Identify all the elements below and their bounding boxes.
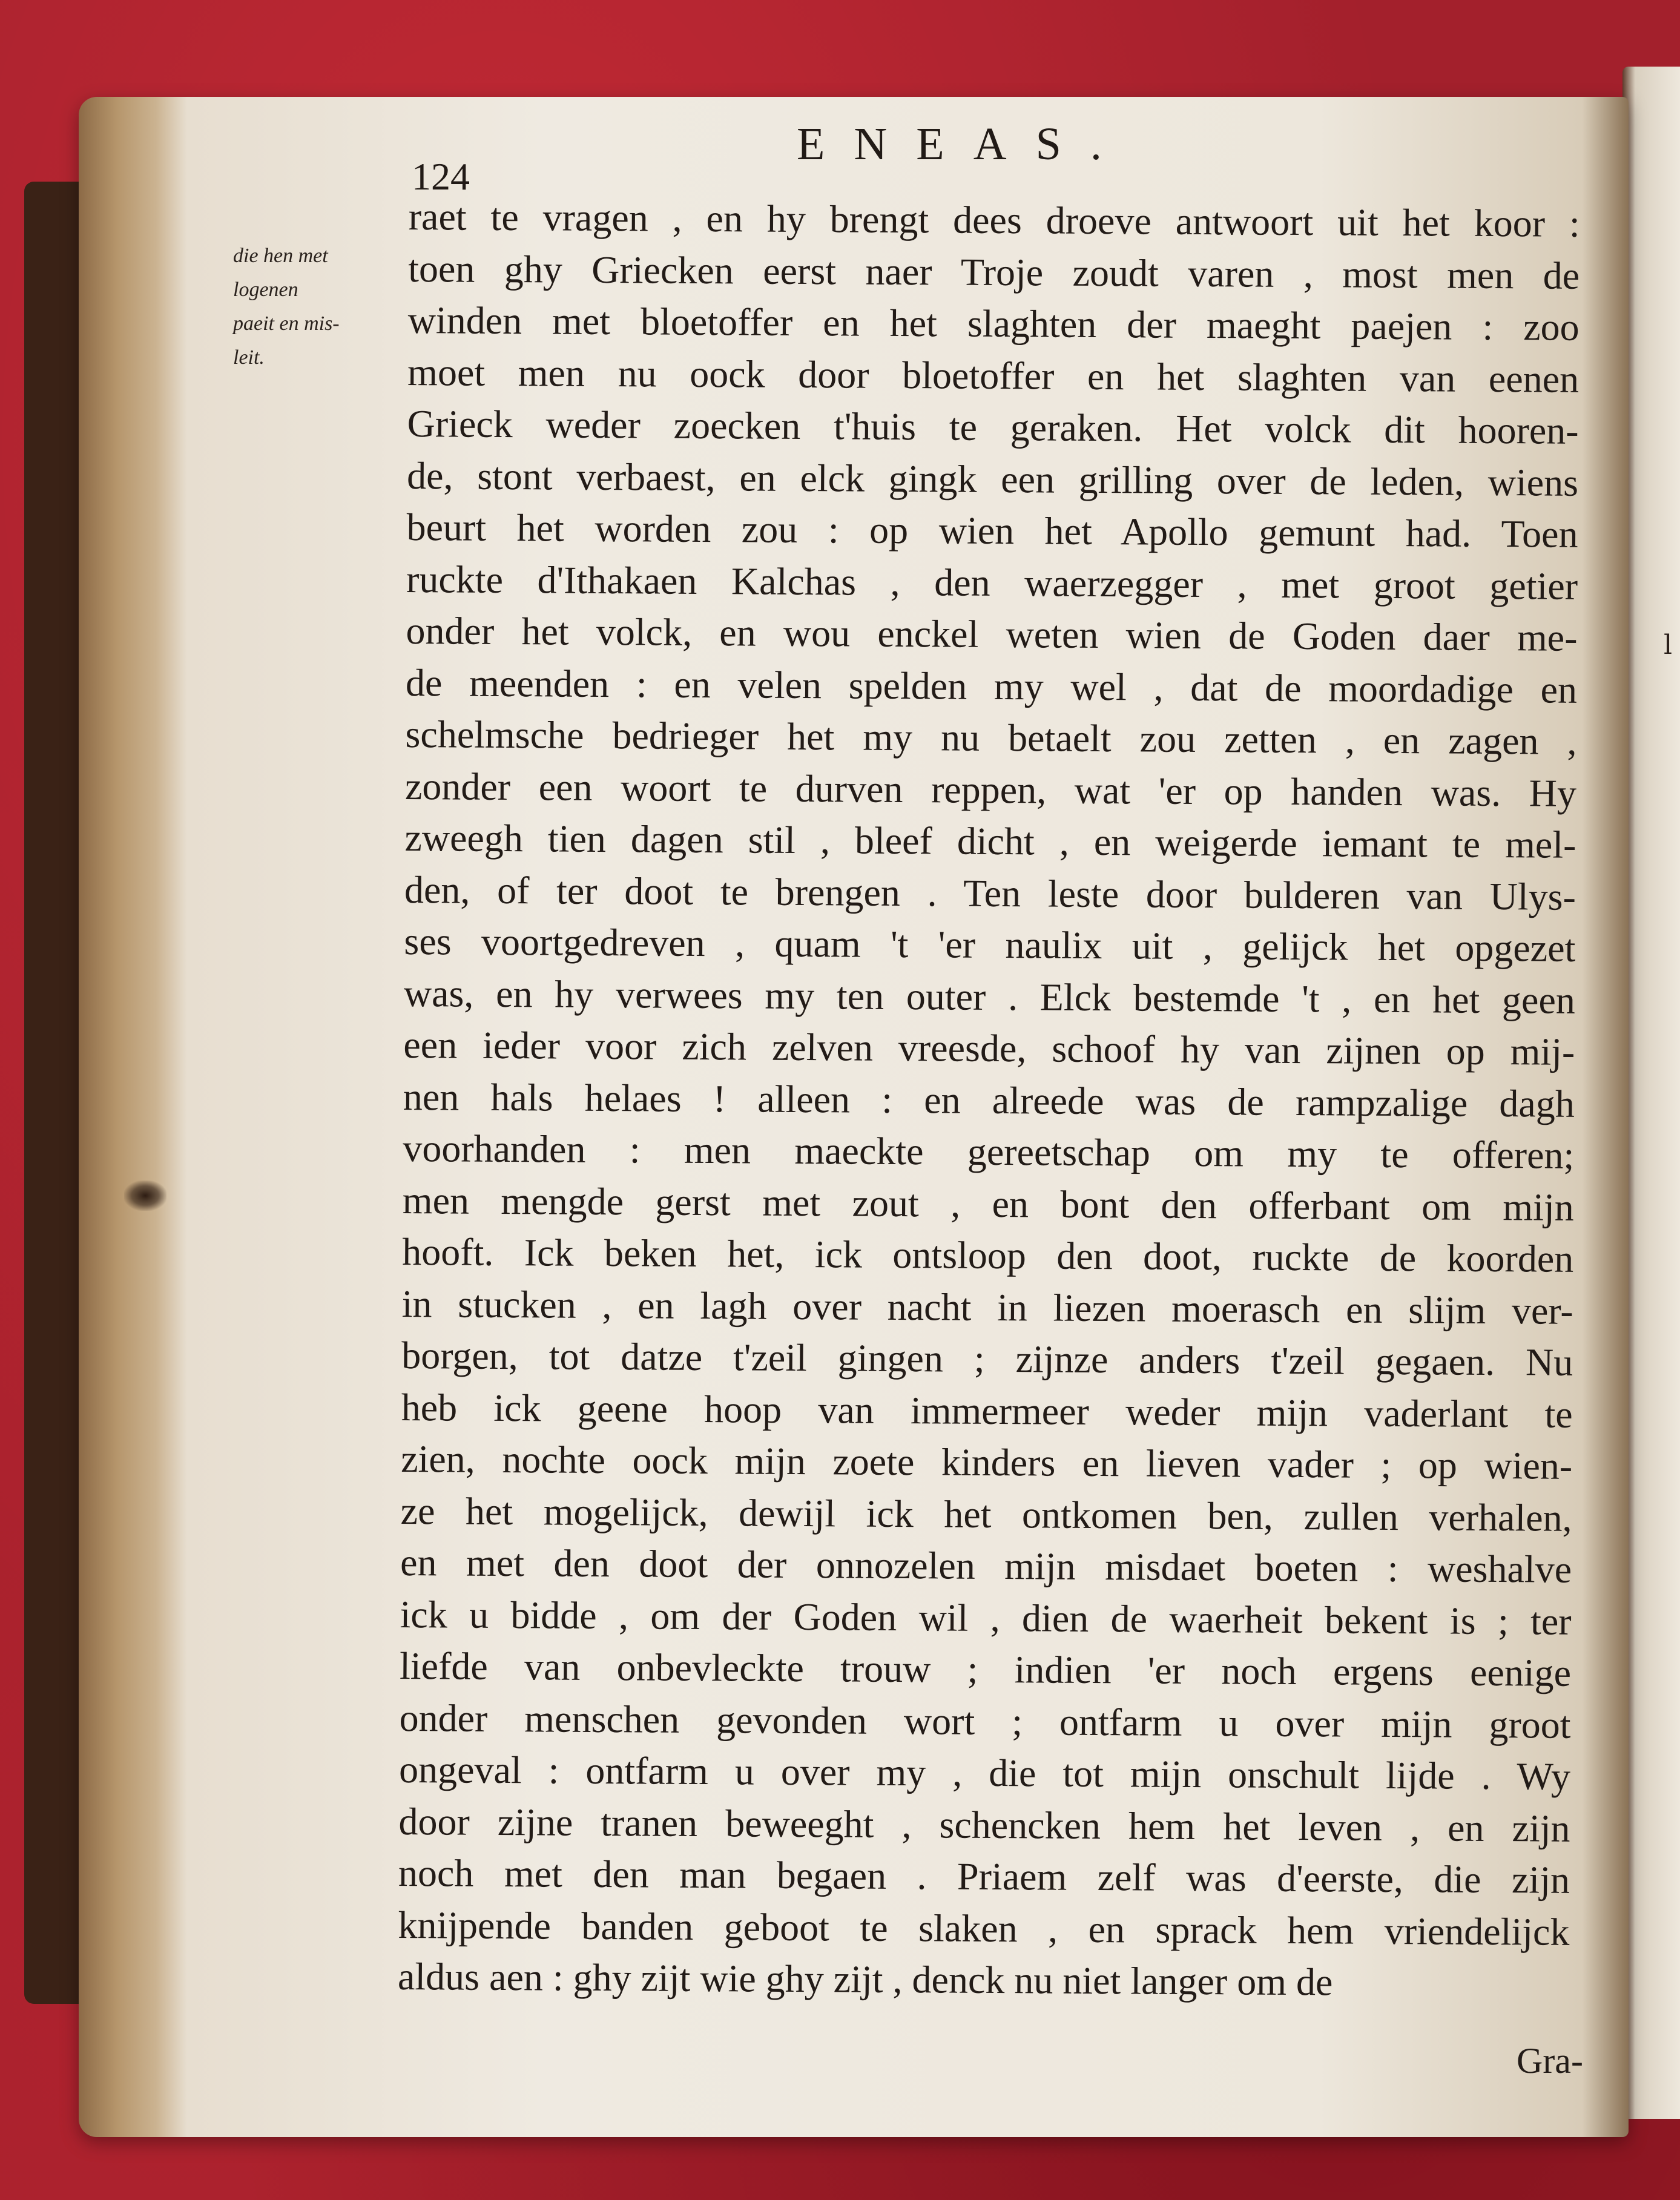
text-line: den, of ter doot te brengen . Ten leste door bulderen van Ulys- <box>404 868 1576 918</box>
text-line: schelmsche bedrieger het my nu betaelt zou zetten , en zagen , <box>405 712 1577 763</box>
text-line: voorhanden : men maeckte gereetschap om my te offeren; <box>403 1126 1575 1177</box>
text-line: heb ick geene hoop van immermeer weder mijn vaderlant te <box>401 1385 1573 1436</box>
text-line: Grieck weder zoecken t'huis te geraken. Het volck dit hooren- <box>407 401 1579 452</box>
text-line: ruckte d'Ithakaen Kalchas , den waerzegger , met groot getier <box>406 557 1578 608</box>
marginal-note <box>233 239 406 375</box>
text-line: zonder een woort te durven reppen, wat 'er op handen was. Hy <box>404 764 1577 815</box>
text-line: beurt het worden zou : op wien het Apollo gemunt had. Toen <box>406 505 1578 556</box>
text-line: ick u bidde , om der Goden wil , dien de waerheit bekent is ; ter <box>400 1592 1572 1643</box>
text-line: knijpende banden geboot te slaken , en sprack hem vriendelijck <box>398 1903 1570 1954</box>
text-line: noch met den man begaen . Priaem zelf was d'eerste, die zijn <box>398 1851 1570 1902</box>
text-line: zweegh tien dagen stil , bleef dicht , en weigerde iemant te mel- <box>404 815 1576 866</box>
text-line: hooft. Ick beken het, ick ontsloop den doot, ruckte de koorden <box>402 1230 1574 1280</box>
text-line: door zijne tranen beweeght , schencken hem het leven , en zijn <box>398 1799 1570 1850</box>
edge-glyph: l <box>1664 630 1673 660</box>
text-line: toen ghy Griecken eerst naer Troje zoudt varen , most men de <box>408 246 1580 297</box>
facing-page-edge <box>1622 67 1680 2119</box>
text-line: raet te vragen , en hy brengt dees droeve antwoort uit het koor : <box>408 194 1580 245</box>
text-line: zien, nochte oock mijn zoete kinders en lieven vader ; op wien- <box>400 1437 1573 1487</box>
text-line: onder menschen gevonden wort ; ontfarm u over mijn groot <box>399 1696 1571 1747</box>
text-line: winden met bloetoffer en het slaghten der maeght paejen : zoo <box>407 298 1580 349</box>
body-text <box>398 191 1580 2009</box>
text-line: de meenden : en velen spelden my wel , dat de moordadige en <box>405 660 1578 711</box>
text-line: nen hals helaes ! alleen : en alreede was de rampzalige dagh <box>403 1075 1575 1125</box>
text-line: moet men nu oock door bloetoffer en het slaghten van eenen <box>407 350 1580 401</box>
text-line: borgen, tot datze t'zeil gingen ; zijnze anders t'zeil gegaen. Nu <box>401 1333 1573 1384</box>
sidenote-line: logenen <box>233 278 298 301</box>
text-line: ze het mogelijck, dewijl ick het ontkomen ben, zullen verhalen, <box>400 1489 1572 1540</box>
text-line: liefde van onbevleckte trouw ; indien 'er noch ergens eenige <box>399 1644 1572 1694</box>
text-line: en met den doot der onnozelen mijn misdaet boeten : weshalve <box>400 1540 1572 1591</box>
page-stain <box>124 1181 166 1211</box>
text-line: in stucken , en lagh over nacht in liezen moerasch en slijm ver- <box>401 1282 1573 1332</box>
running-head <box>412 100 1441 198</box>
text-line: ongeval : ontfarm u over my , die tot mijn onschult lijde . Wy <box>398 1747 1571 1798</box>
running-title: ENEAS. <box>797 119 1131 170</box>
sidenote-line: die hen met <box>233 245 328 267</box>
catchword: Gra- <box>1517 2041 1583 2081</box>
sidenote-line: leit. <box>233 346 265 369</box>
text-line: men mengde gerst met zout , en bont den offerbant om mijn <box>402 1178 1574 1229</box>
text-line: was, en hy verwees my ten outer . Elck bestemde 't , en het geen <box>403 971 1576 1022</box>
text-line: de, stont verbaest, en elck gingk een grilling over de leden, wiens <box>406 453 1579 504</box>
page-number: 124 <box>412 155 470 198</box>
text-line: ses voortgedreven , quam 't 'er naulix uit , gelijck het opgezet <box>404 919 1576 970</box>
text-line: een ieder voor zich zelven vreesde, schoof hy van zijnen op mij- <box>403 1023 1575 1073</box>
sidenote-line: paeit en mis- <box>233 312 340 335</box>
text-line: onder het volck, en wou enckel weten wien de Goden daer me- <box>406 608 1578 659</box>
text-line: aldus aen : ghy zijt wie ghy zijt , denck nu niet langer om de <box>397 1954 1333 2004</box>
